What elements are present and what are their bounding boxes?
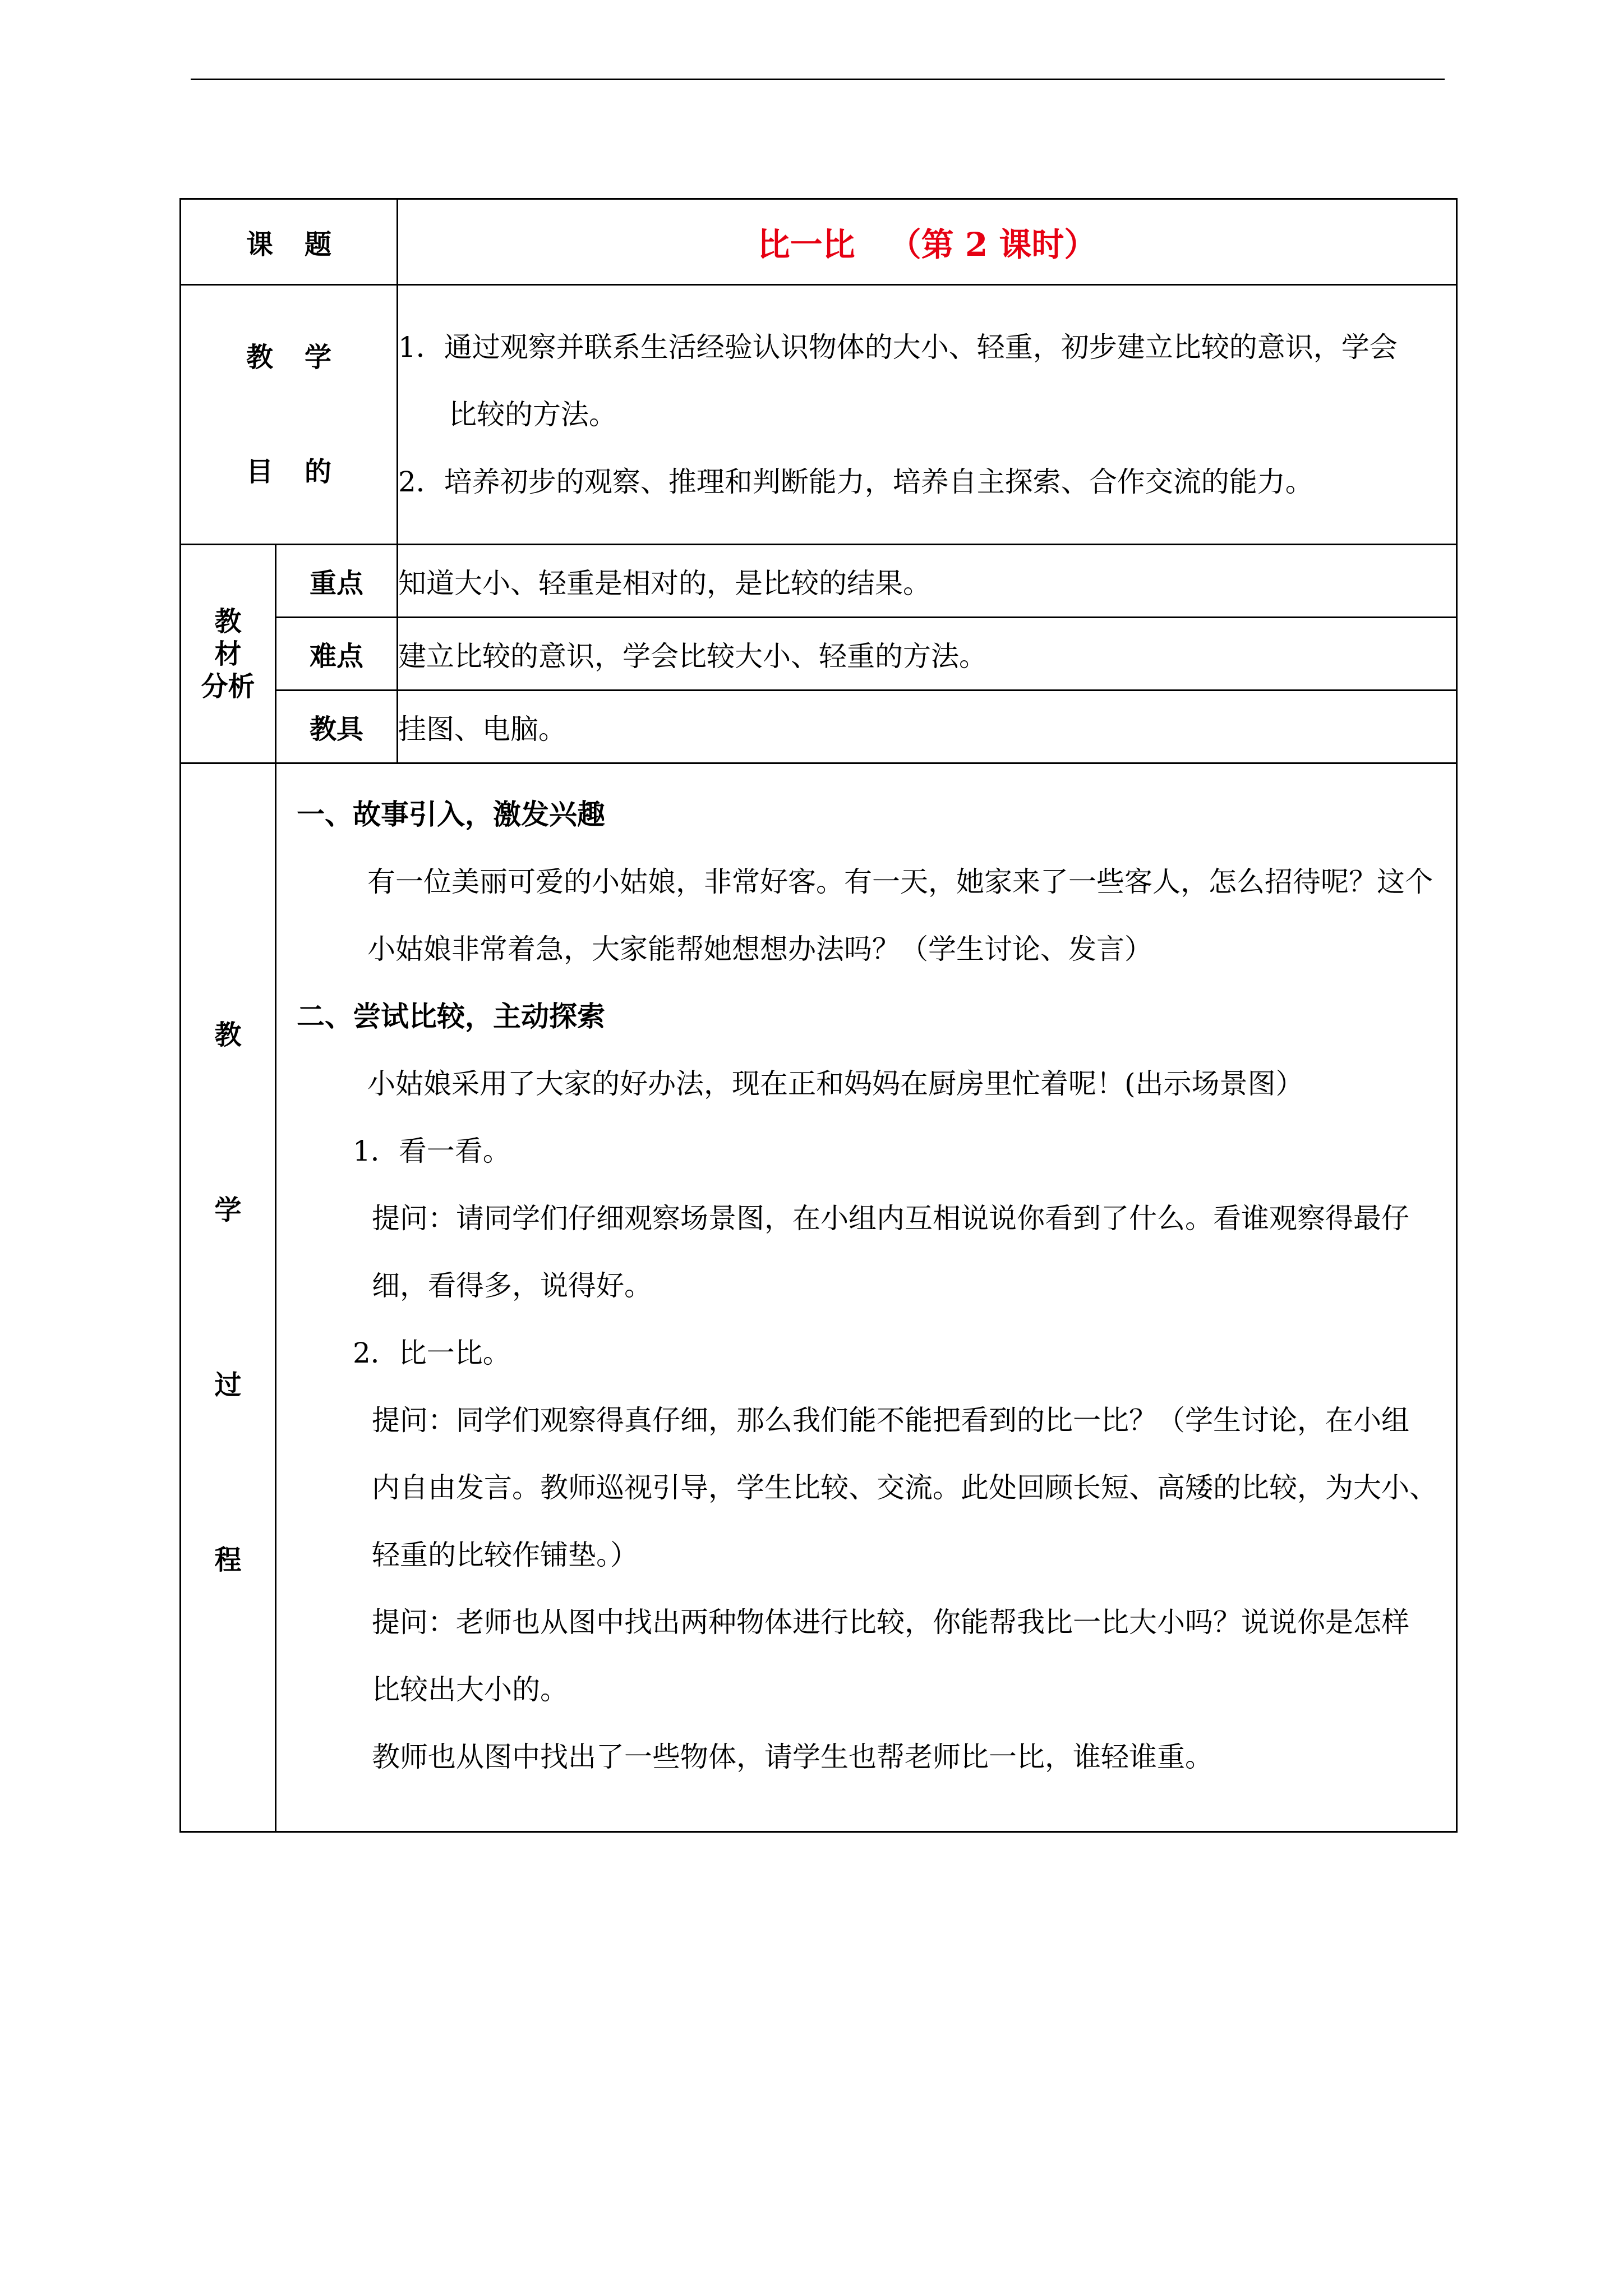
paragraph-line: 轻重的比较作铺垫。）	[372, 1539, 638, 1571]
analysis-label-char: 教	[214, 605, 242, 637]
goals-label-char: 的	[305, 456, 332, 487]
topic-label-char: 题	[305, 228, 332, 260]
goal-line: 2．培养初步的观察、推理和判断能力，培养自主探索、合作交流的能力。	[398, 466, 1313, 498]
paragraph-line: 小姑娘非常着急，大家能帮她想想办法吗？（学生讨论、发言）	[367, 933, 1152, 965]
topic-label-char: 课	[246, 228, 273, 260]
paragraph-line: 小姑娘采用了大家的好办法，现在正和妈妈在厨房里忙着呢！(出示场景图）	[367, 1068, 1304, 1100]
analysis-difficulty-label: 难点	[276, 618, 398, 691]
paragraph-line: 提问：同学们观察得真仔细，那么我们能不能把看到的比一比？（学生讨论，在小组	[372, 1404, 1409, 1437]
process-label-char: 学	[214, 1194, 242, 1226]
process-label-char: 程	[214, 1544, 242, 1576]
analysis-label	[181, 545, 276, 763]
analysis-label-char: 材	[214, 638, 242, 670]
header-rule	[191, 79, 1445, 80]
lesson-title	[398, 199, 1457, 285]
goal-line: 1．通过观察并联系生活经验认识物体的大小、轻重，初步建立比较的意识，学会	[398, 331, 1398, 364]
analysis-key-text: 知道大小、轻重是相对的，是比较的结果。	[398, 545, 1457, 618]
process-content	[276, 763, 1457, 1832]
goal-line: 比较的方法。	[449, 398, 617, 431]
analysis-row-difficulty	[181, 618, 1457, 691]
analysis-tools-label: 教具	[276, 691, 398, 763]
paragraph-line: 提问：老师也从图中找出两种物体进行比较，你能帮我比一比大小吗？说说你是怎样	[372, 1606, 1409, 1639]
section-heading: 二、尝试比较，主动探索	[297, 1000, 605, 1033]
analysis-key-label: 重点	[276, 545, 398, 618]
analysis-label-char: 析	[228, 670, 255, 702]
paragraph-line: 细，看得多，说得好。	[372, 1269, 652, 1302]
analysis-difficulty-text: 建立比较的意识，学会比较大小、轻重的方法。	[398, 618, 1457, 691]
paragraph-line: 提问：请同学们仔细观察场景图，在小组内互相说说你看到了什么。看谁观察得最仔	[372, 1202, 1409, 1235]
topic-label	[181, 199, 398, 285]
goals-row	[181, 285, 1457, 545]
analysis-row-key	[181, 545, 1457, 618]
process-row	[181, 763, 1457, 1832]
lesson-title-period: （第 2 课时）	[888, 226, 1097, 264]
analysis-row-tools	[181, 691, 1457, 763]
process-label	[181, 763, 276, 1832]
process-label-char: 过	[214, 1369, 242, 1401]
analysis-label-char: 分	[201, 670, 228, 702]
goals-label-char: 目	[246, 456, 273, 487]
topic-row	[181, 199, 1457, 285]
paragraph-line: 有一位美丽可爱的小姑娘，非常好客。有一天，她家来了一些客人，怎么招待呢？这个	[367, 866, 1433, 898]
step-heading: 1．看一看。	[353, 1135, 511, 1167]
paragraph-line: 内自由发言。教师巡视引导，学生比较、交流。此处回顾长短、高矮的比较，为大小、	[372, 1471, 1437, 1504]
process-label-char: 教	[214, 1019, 242, 1051]
section-heading: 一、故事引入，激发兴趣	[297, 798, 605, 831]
goals-label-char: 教	[246, 342, 273, 373]
lesson-plan-table	[179, 198, 1458, 1833]
paragraph-line: 教师也从图中找出了一些物体，请学生也帮老师比一比，谁轻谁重。	[372, 1741, 1213, 1773]
goals-label	[181, 285, 398, 545]
goals-label-char: 学	[305, 342, 332, 373]
lesson-title-main: 比一比	[757, 226, 855, 264]
analysis-tools-text: 挂图、电脑。	[398, 691, 1457, 763]
step-heading: 2．比一比。	[353, 1337, 511, 1369]
goals-content	[398, 285, 1457, 545]
paragraph-line: 比较出大小的。	[372, 1673, 568, 1706]
